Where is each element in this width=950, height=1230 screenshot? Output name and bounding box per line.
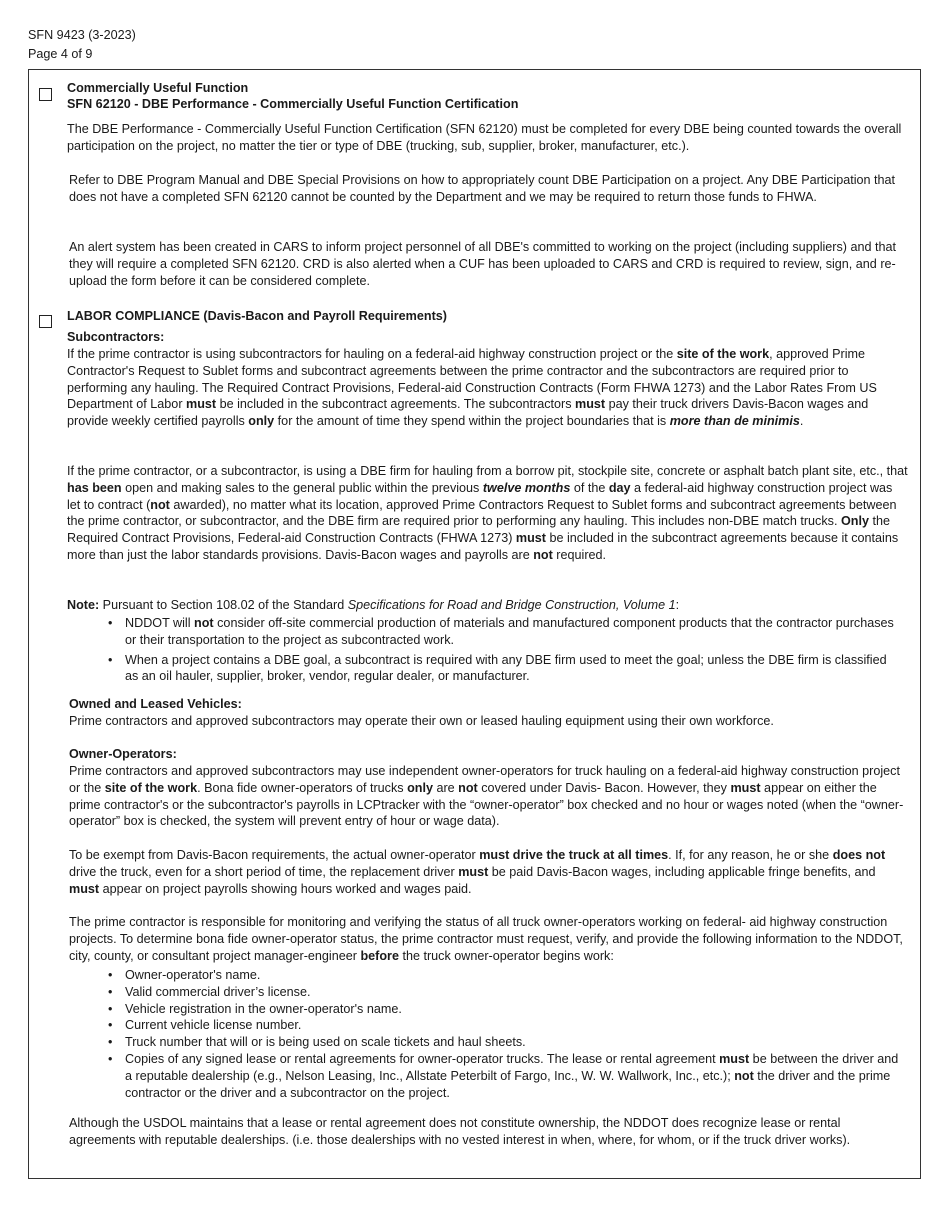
list-item: • Copies of any signed lease or rental agreements for owner-operator trucks. The lease or rental agreement must be between the driver and a reputable dealership (e.g., Nelson Leasing, Inc., Allstate Peterbilt of Fargo, Inc., W. W. Wallwork, Inc., etc.); not the driver and the prime contractor or the driver and a subcontractor on the project. [108,1051,903,1101]
labor-checkbox[interactable] [39,315,52,328]
cuf-title: Commercially Useful Function [67,81,249,95]
note-bullet-2: • When a project contains a DBE goal, a subcontract is required with any DBE firm used to meet the goal; unless the DBE firm is classified as an oil hauler, supplier, broker, vendor, regular dealer, or manufacturer. [108,652,903,686]
dbe-hauling-paragraph: If the prime contractor, or a subcontractor, is using a DBE firm for hauling from a borrow pit, stockpile site, concrete or asphalt batch plant site, etc., that has been open and making sales to the general public within the previous twelve months of the day a federal-aid highway construction project was let to contract (not awarded), no matter what its location, approved Prime Contractors Request to Sublet forms and subcontract agreements between the prime contractor, or subcontractor, and the DBE firm are required prior to performing any hauling. This includes non-DBE match trucks. Only the Required Contract Provisions, Federal-aid Construction Contracts (FHWA 1273) must be included in the subcontract agreements because it contains more than just the labor standards provisions. Davis-Bacon wages and payrolls are not required. [67,464,908,562]
list-item: • Vehicle registration in the owner-operator's name. [108,1001,903,1018]
cuf-paragraph-1: The DBE Performance - Commercially Useful Function Certification (SFN 62120) must be completed for every DBE being counted towards the overall participation on the project, no matter the tier or type of DBE (trucking, sub, supplier, broker, manufacturer, etc.). [67,122,902,153]
list-item: • Truck number that will or is being used on scale tickets and haul sheets. [108,1034,903,1051]
list-item: • Valid commercial driver’s license. [108,984,903,1001]
form-section-frame [28,69,921,1179]
owner-operators-paragraph-4: Although the USDOL maintains that a lease or rental agreement does not constitute ownership, the NDDOT does recognize lease or rental agreements with reputable dealerships. (i.e. those dealerships with no vested interest in when, where, for whom, or if the truck driver works). [69,1116,851,1147]
page-number: Page 4 of 9 [28,47,93,61]
cuf-checkbox[interactable] [39,88,52,101]
list-item: • Current vehicle license number. [108,1017,903,1034]
owner-operator-info-list [108,967,903,1101]
cuf-paragraph-3: An alert system has been created in CARS to inform project personnel of all DBE's committed to working on the project (including suppliers) and that they will require a completed SFN 62120. CRD is also alerted when a CUF has been uploaded to CARS and CRD is required to review, sign, and re-upload the form before it can be considered complete. [69,240,896,288]
owned-vehicles-text: Prime contractors and approved subcontractors may operate their own or leased hauling equipment using their own workforce. [69,714,774,728]
owned-vehicles-heading: Owned and Leased Vehicles: [69,697,242,711]
note-paragraph: Note: Pursuant to Section 108.02 of the Standard Specifications for Road and Bridge Construction, Volume 1: [67,598,680,612]
form-number: SFN 9423 (3-2023) [28,28,136,42]
owner-operators-paragraph-3: The prime contractor is responsible for monitoring and verifying the status of all truck owner-operators working on federal- aid highway construction projects. To determine bona fide owner-operator status, the prime contractor must request, verify, and provide the following information to the NDDOT, city, county, or consultant project manager-engineer before the truck owner-operator begins work: [69,915,903,963]
note-bullet-1: • NDDOT will not consider off-site commercial production of materials and manufactured component products that the contractor purchases or their transportation to the project as subcontracted work. [108,615,903,649]
note-bullet-list [108,615,903,685]
owner-operators-paragraph-2: To be exempt from Davis-Bacon requirements, the actual owner-operator must drive the truck at all times. If, for any reason, he or she does not drive the truck, even for a short period of time, the replacement driver must be paid Davis-Bacon wages, including applicable fringe benefits, and must appear on project payrolls showing hours worked and wages paid. [69,848,886,896]
subcontractors-paragraph: If the prime contractor is using subcontractors for hauling on a federal-aid highway construction project or the site of the work, approved Prime Contractor's Request to Sublet forms and subcontract agreements between the prime contractor and the subcontractors are required prior to performing any hauling. The Required Contract Provisions, Federal-aid Construction Contracts (Form FHWA 1273) and the Labor Rates From US Department of Labor must be included in the subcontract agreements. The subcontractors must pay their truck drivers Davis-Bacon wages and provide weekly certified payrolls only for the amount of time they spend within the project boundaries that is more than de minimis. [67,347,877,429]
owner-operators-heading: Owner-Operators: [69,747,177,761]
owner-operators-paragraph-1: Prime contractors and approved subcontractors may use independent owner-operators for truck hauling on a federal-aid highway construction project or the site of the work. Bona fide owner-operators of trucks only are not covered under Davis- Bacon. However, they must appear on either the prime contractor's or the subcontractor's payrolls in LCPtracker with the “owner-operator” box checked and no hour or wages noted (when the “owner-operator” box is checked, the system will prevent entry of hour or wage data). [69,764,904,829]
list-item: • Owner-operator's name. [108,967,903,984]
cuf-subtitle: SFN 62120 - DBE Performance - Commercially Useful Function Certification [67,97,519,111]
labor-title: LABOR COMPLIANCE (Davis-Bacon and Payroll Requirements) [67,309,447,323]
subcontractors-heading: Subcontractors: [67,330,165,344]
cuf-paragraph-2: Refer to DBE Program Manual and DBE Special Provisions on how to appropriately count DBE Participation on a project. Any DBE Participation that does not have a completed SFN 62120 cannot be counted by the Department and we may be required to return those funds to FHWA. [69,173,896,204]
